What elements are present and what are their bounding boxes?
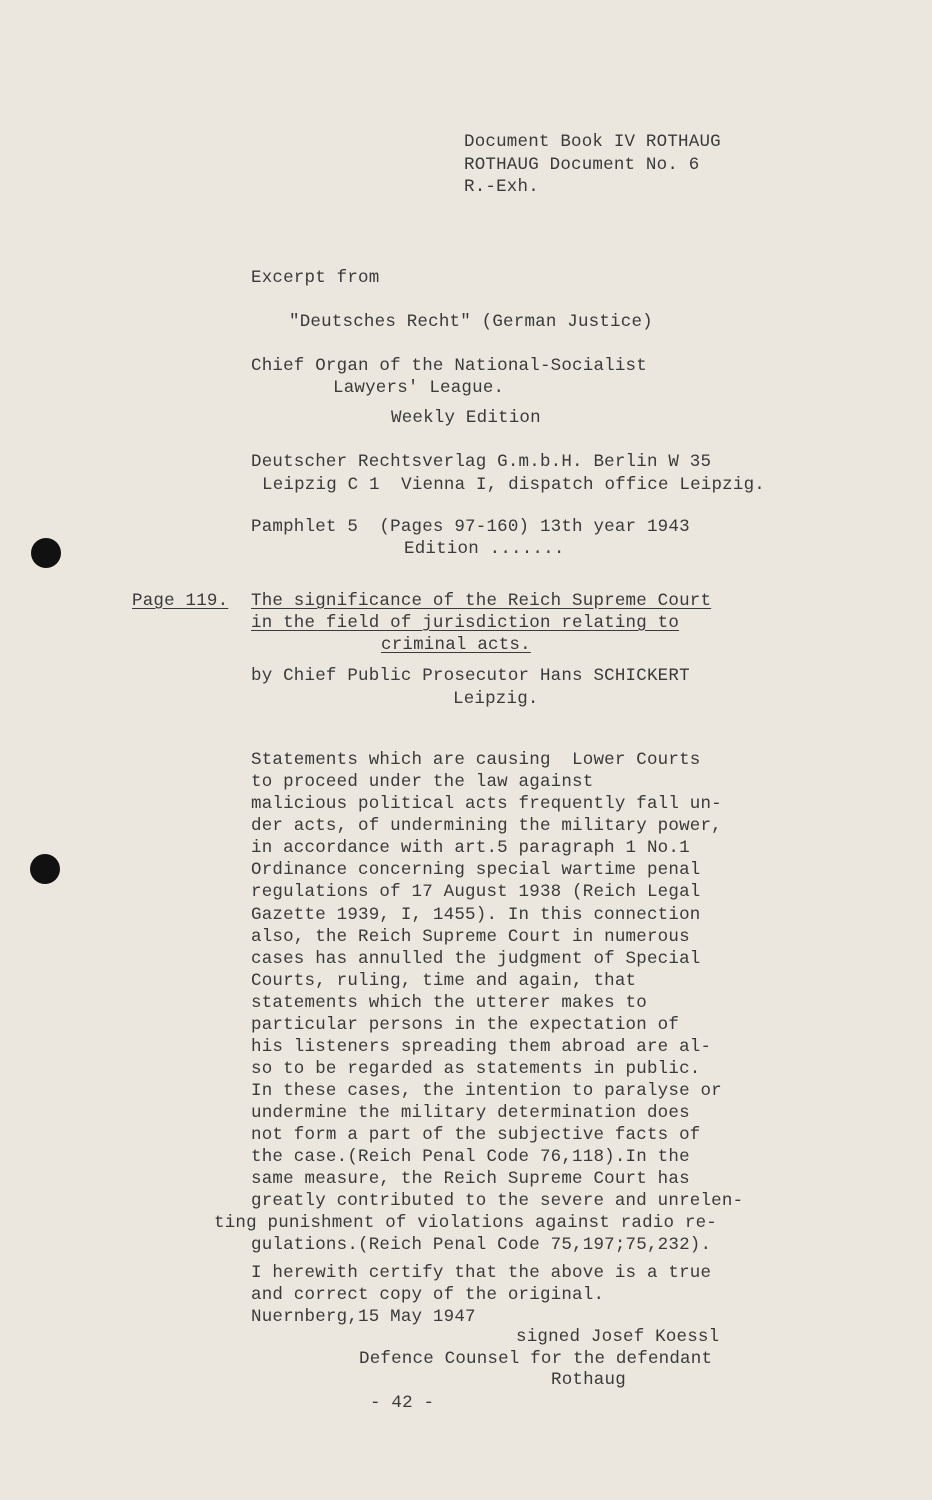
page-number: - 42 - xyxy=(370,1393,435,1413)
body-line: der acts, of undermining the military power, xyxy=(251,816,722,836)
article-title-2: in the field of jurisdiction relating to xyxy=(251,613,680,633)
body-line: Statements which are causing Lower Courts xyxy=(251,750,701,770)
article-title-1: The significance of the Reich Supreme Court xyxy=(251,591,712,611)
body-line: gulations.(Reich Penal Code 75,197;75,232). xyxy=(251,1235,712,1255)
certification-line: and correct copy of the original. xyxy=(251,1285,605,1305)
signature-name: signed Josef Koessl xyxy=(516,1327,720,1347)
body-line: Courts, ruling, time and again, that xyxy=(251,971,637,991)
body-line: Ordinance concerning special wartime penal xyxy=(251,860,701,880)
body-line: undermine the military determination does xyxy=(251,1103,690,1123)
body-line: ting punishment of violations against radio re- xyxy=(214,1213,717,1233)
header-line-3: R.-Exh. xyxy=(464,177,539,197)
signature-defendant: Rothaug xyxy=(551,1370,626,1390)
body-line: same measure, the Reich Supreme Court has xyxy=(251,1169,690,1189)
body-line: cases has annulled the judgment of Special xyxy=(251,949,701,969)
publication-edition: Weekly Edition xyxy=(391,408,541,428)
pamphlet-line-2: Edition ....... xyxy=(404,539,565,559)
certification-line: I herewith certify that the above is a true xyxy=(251,1263,712,1283)
header-line-1: Document Book IV ROTHAUG xyxy=(464,132,721,152)
body-line: Gazette 1939, I, 1455). In this connection xyxy=(251,905,701,925)
article-page-ref: Page 119. xyxy=(132,591,229,611)
body-line: his listeners spreading them abroad are al- xyxy=(251,1037,712,1057)
certification-place-date: Nuernberg,15 May 1947 xyxy=(251,1307,476,1327)
body-line: statements which the utterer makes to xyxy=(251,993,647,1013)
header-line-2: ROTHAUG Document No. 6 xyxy=(464,155,700,175)
body-line: to proceed under the law against xyxy=(251,772,594,792)
body-line: malicious political acts frequently fall un- xyxy=(251,794,722,814)
publication-organ-1: Chief Organ of the National-Socialist xyxy=(251,356,647,376)
body-line: so to be regarded as statements in public. xyxy=(251,1059,701,1079)
body-line: not form a part of the subjective facts of xyxy=(251,1125,701,1145)
punch-hole-top xyxy=(31,538,61,568)
article-title-3: criminal acts. xyxy=(381,635,531,655)
body-line: in accordance with art.5 paragraph 1 No.1 xyxy=(251,838,690,858)
body-line: regulations of 17 August 1938 (Reich Legal xyxy=(251,882,701,902)
signature-role: Defence Counsel for the defendant xyxy=(359,1349,713,1369)
publication-title: "Deutsches Recht" (German Justice) xyxy=(289,312,653,332)
article-author-1: by Chief Public Prosecutor Hans SCHICKERT xyxy=(251,666,690,686)
publication-organ-2: Lawyers' League. xyxy=(333,378,505,398)
publisher-line-2: Leipzig C 1 Vienna I, dispatch office Leipzig. xyxy=(262,475,765,495)
body-line: the case.(Reich Penal Code 76,118).In the xyxy=(251,1147,690,1167)
punch-hole-bottom xyxy=(30,854,60,884)
body-line: also, the Reich Supreme Court in numerous xyxy=(251,927,690,947)
body-line: In these cases, the intention to paralyse or xyxy=(251,1081,722,1101)
body-line: particular persons in the expectation of xyxy=(251,1015,680,1035)
article-author-2: Leipzig. xyxy=(453,689,539,709)
publisher-line-1: Deutscher Rechtsverlag G.m.b.H. Berlin W 35 xyxy=(251,452,712,472)
body-line: greatly contributed to the severe and unrelen- xyxy=(251,1191,744,1211)
excerpt-label: Excerpt from xyxy=(251,268,380,288)
pamphlet-line-1: Pamphlet 5 (Pages 97-160) 13th year 1943 xyxy=(251,517,690,537)
